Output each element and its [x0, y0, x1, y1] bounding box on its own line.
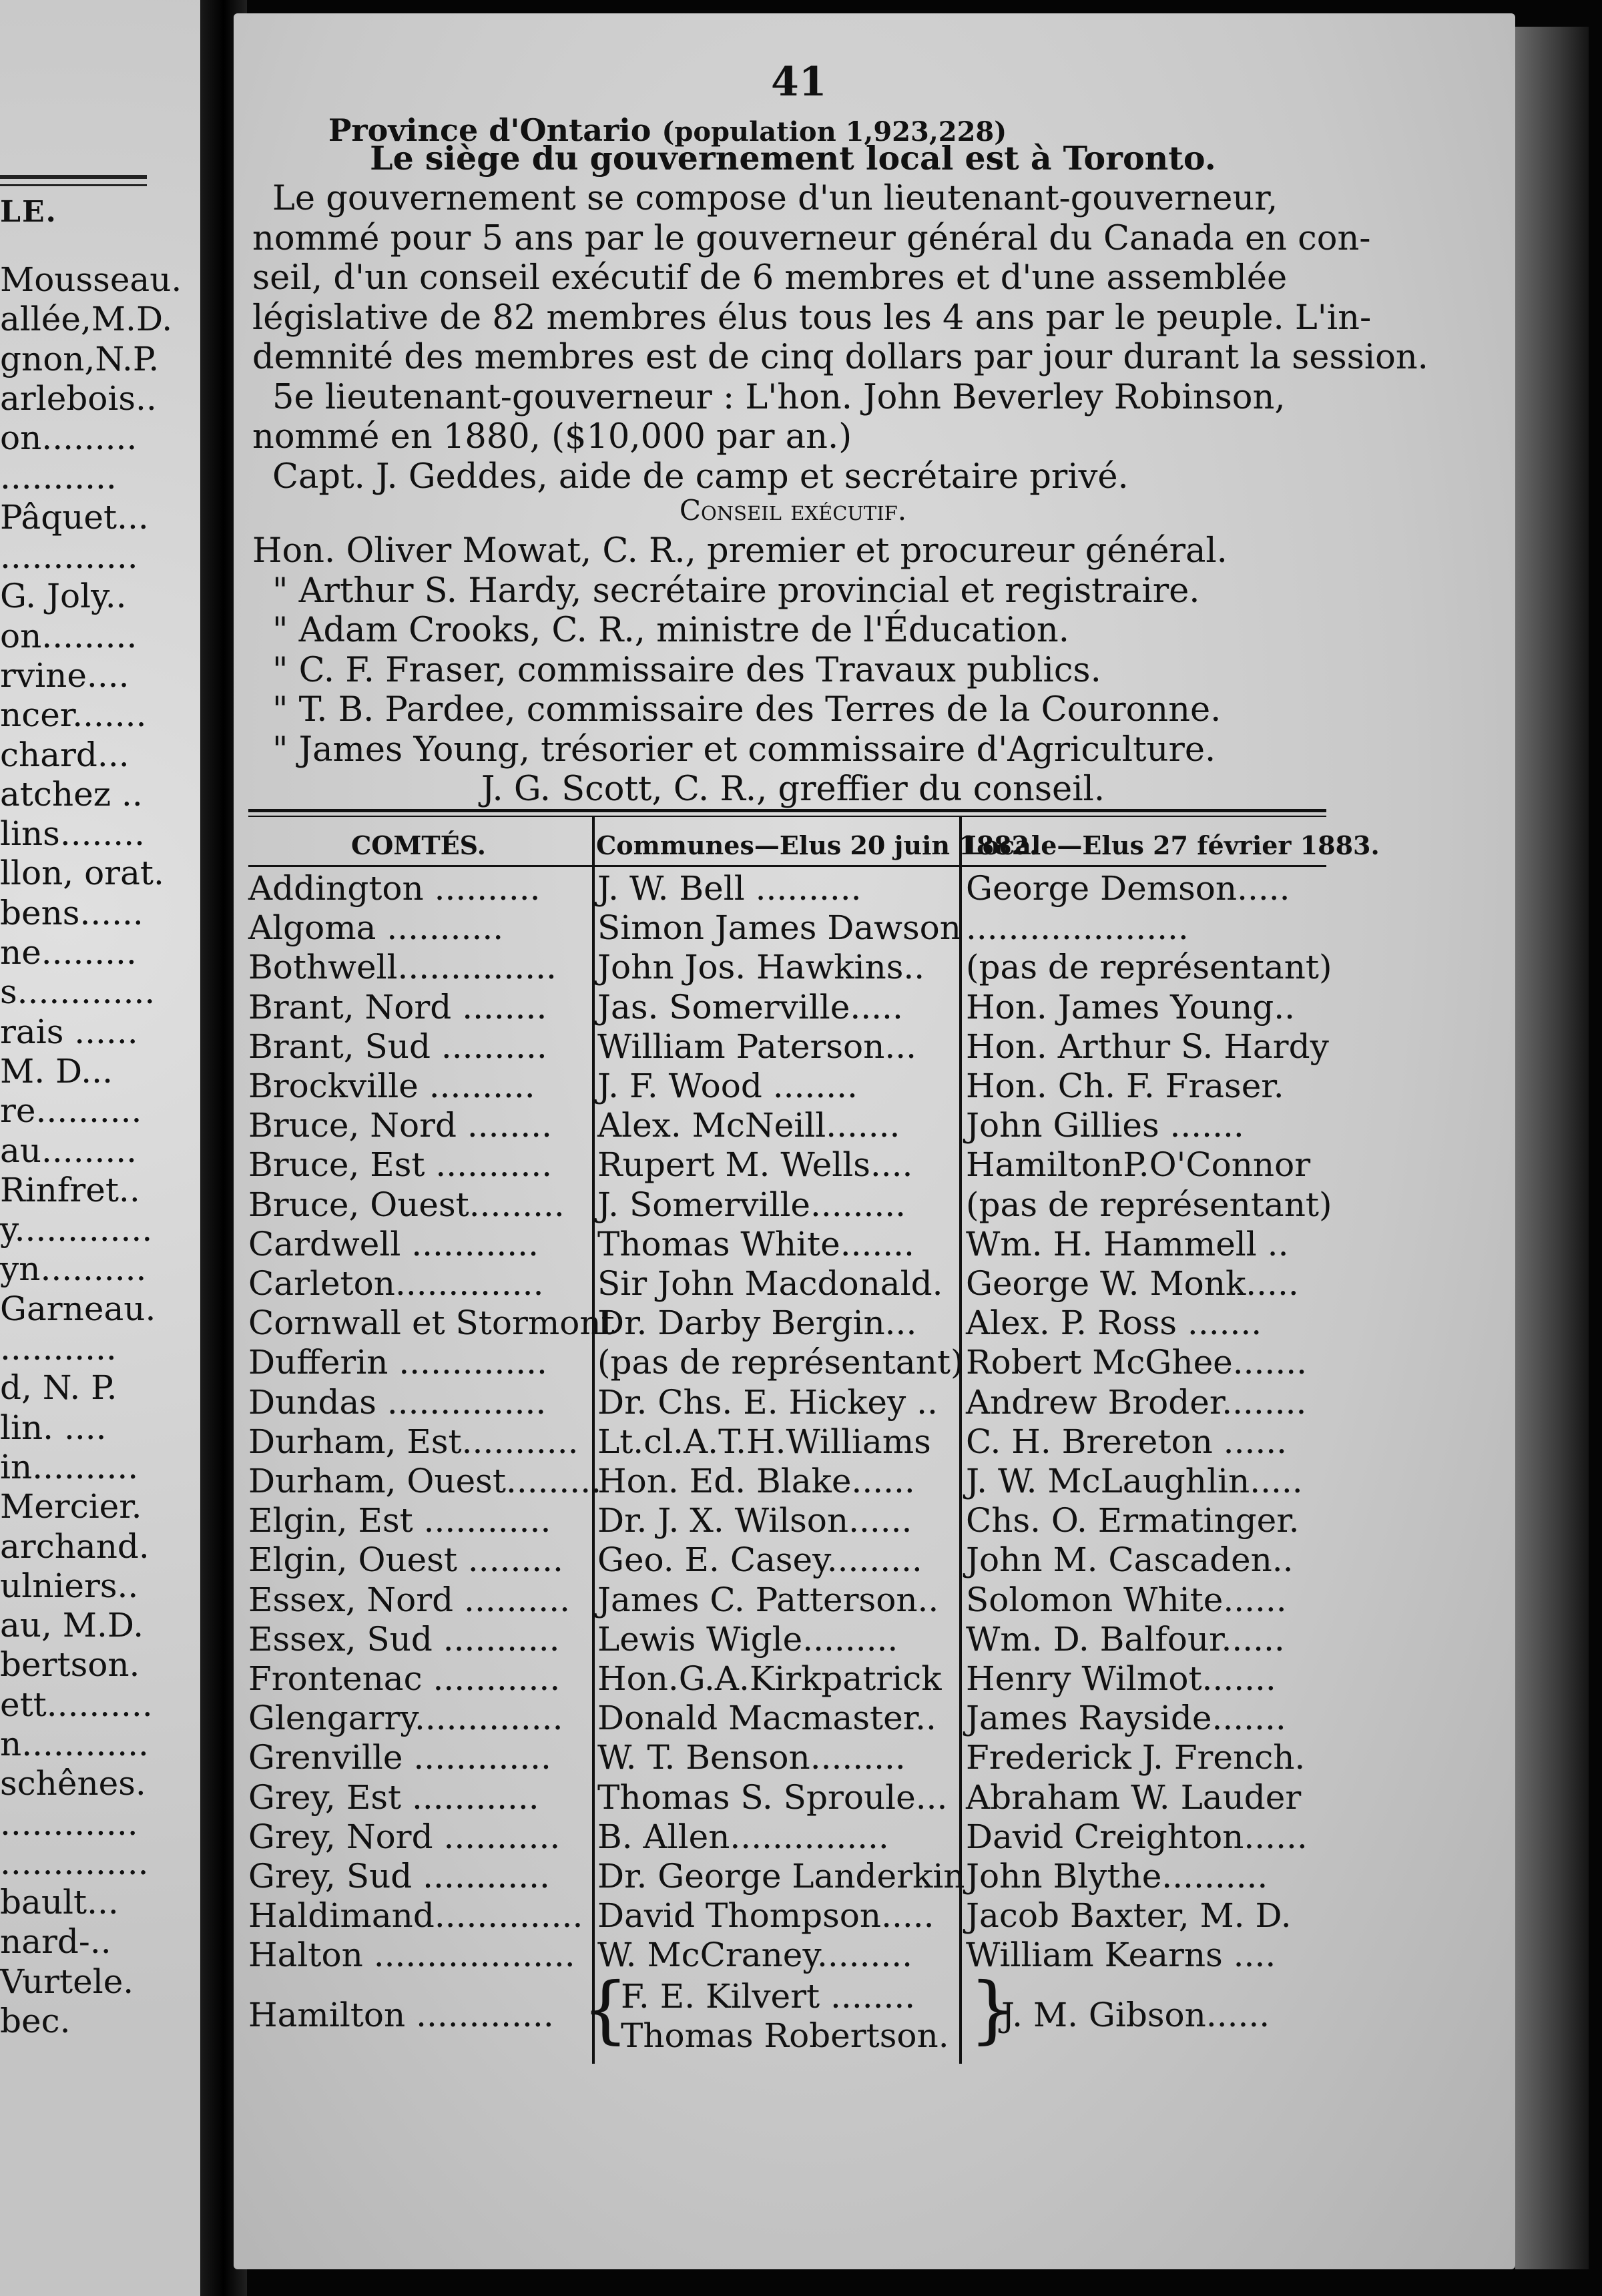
table-cell-county: Halton ...................	[248, 1936, 575, 1975]
table-cell-communes: Lt.cl.A.T.H.Williams	[597, 1422, 931, 1461]
council-member: " C. F. Fraser, commissaire des Travaux publics.	[272, 650, 1101, 690]
table-row	[0, 1225, 1335, 1264]
paragraph-line: seil, d'un conseil exécutif de 6 membres et d'une assemblée	[252, 258, 1288, 298]
table-cell-county: Grey, Nord ...........	[248, 1817, 561, 1856]
header-locale: Locale—Elus 27 février 1883.	[965, 830, 1380, 860]
brace-symbol: }	[969, 1966, 1016, 2052]
table-cell-locale: James Rayside.......	[966, 1699, 1286, 1738]
table-cell-communes: David Thompson.....	[597, 1896, 934, 1936]
left-page-line: in..........	[0, 1447, 139, 1486]
table-row	[0, 1106, 1335, 1145]
table-cell-locale: Hon. Ch. F. Fraser.	[966, 1067, 1284, 1105]
left-page-line: au, M.D.	[0, 1606, 144, 1645]
left-page-line: Mercier.	[0, 1487, 142, 1526]
table-cell-locale: J. W. McLaughlin.....	[966, 1462, 1303, 1500]
table-cell-communes: W. McCraney.........	[597, 1936, 913, 1975]
table-cell-locale: John Blythe..........	[966, 1857, 1268, 1896]
left-page-line: ...........	[0, 458, 117, 497]
table-cell-communes: Alex. McNeill.......	[597, 1106, 900, 1145]
table-row	[0, 1264, 1335, 1304]
table-cell-locale: Jacob Baxter, M. D.	[966, 1896, 1292, 1936]
table-cell-county: Bruce, Ouest.........	[248, 1185, 565, 1224]
left-page-line: yn..........	[0, 1249, 147, 1289]
table-top-rule	[248, 816, 1326, 817]
left-page-line: llon, orat.	[0, 854, 164, 893]
left-page-line: s.............	[0, 972, 156, 1012]
table-row	[0, 908, 1335, 948]
table-row	[0, 1778, 1335, 1817]
header-communes: Communes—Elus 20 juin 1882.	[596, 830, 1039, 860]
table-cell-communes: Thomas Robertson.	[621, 2016, 949, 2055]
table-cell-locale: Abraham W. Lauder	[966, 1777, 1302, 1817]
left-page-line: bens......	[0, 893, 144, 932]
left-page-line: schênes.	[0, 1764, 146, 1803]
table-row	[0, 1936, 1335, 1975]
left-page-line: chard...	[0, 735, 129, 774]
table-cell-locale: Chs. O. Ermatinger.	[966, 1501, 1300, 1540]
left-page-line: lins........	[0, 814, 145, 854]
table-cell-locale: George Demson.....	[966, 869, 1290, 908]
table-row	[0, 1581, 1335, 1620]
table-cell-communes: Rupert M. Wells....	[597, 1145, 913, 1185]
table-cell-county: Essex, Sud ...........	[248, 1619, 560, 1659]
table-cell-locale: John M. Cascaden..	[966, 1540, 1294, 1580]
table-cell-communes: J. F. Wood ........	[597, 1067, 858, 1105]
table-cell-communes: William Paterson...	[597, 1027, 917, 1066]
page-number: 41	[771, 59, 827, 105]
brace-symbol: {	[582, 1966, 629, 2052]
table-row	[0, 1383, 1335, 1422]
table-row	[0, 1027, 1335, 1067]
left-page-line: .............	[0, 1803, 138, 1843]
paragraph-line: législative de 82 membres élus tous les 4 ans par le peuple. L'in-	[252, 298, 1372, 338]
table-cell-communes: Geo. E. Casey.........	[597, 1540, 922, 1580]
table-row	[0, 1857, 1335, 1896]
left-page-line: on.........	[0, 418, 138, 458]
header-counties: COMTÉS.	[351, 830, 486, 860]
council-members	[252, 531, 1334, 810]
left-page-line: au.........	[0, 1131, 138, 1170]
table-cell-communes: Dr. Darby Bergin...	[597, 1304, 917, 1343]
province-name: Province d'Ontario	[328, 112, 651, 148]
table-cell-locale: Wm. D. Balfour......	[966, 1619, 1285, 1659]
seat-of-government: Le siège du gouvernement local est à Toronto.	[370, 139, 1216, 178]
table-cell-communes: Hon. Ed. Blake......	[597, 1462, 915, 1500]
left-page-line: d, N. P.	[0, 1368, 117, 1408]
table-cell-locale: (pas de représentant)	[966, 948, 1332, 987]
left-page-line: bec.	[0, 2002, 71, 2041]
table-cell-locale: Robert McGhee.......	[966, 1343, 1308, 1382]
left-page-line: rais ......	[0, 1012, 138, 1051]
council-member: " Adam Crooks, C. R., ministre de l'Éducation.	[272, 611, 1069, 650]
table-cell-locale: Alex. P. Ross .......	[966, 1304, 1262, 1343]
table-cell-county: Cornwall et Stormont	[248, 1304, 615, 1343]
left-page-line: bertson.	[0, 1645, 140, 1685]
table-cell-county: Frontenac ............	[248, 1659, 561, 1698]
left-page-rule	[0, 175, 147, 179]
table-row	[0, 1699, 1335, 1738]
table-cell-county: Haldimand..............	[248, 1896, 583, 1936]
left-page-line: .............	[0, 537, 138, 577]
left-page-line: ncer.......	[0, 695, 147, 735]
province-population: (population 1,923,228)	[661, 116, 1007, 148]
table-cell-county: Glengarry..............	[248, 1699, 563, 1738]
table-cell-county: Grey, Est ............	[248, 1777, 539, 1817]
council-member: " T. B. Pardee, commissaire des Terres de la Couronne.	[272, 690, 1222, 730]
table-cell-communes: John Jos. Hawkins..	[597, 948, 925, 987]
table-row	[0, 1343, 1335, 1382]
paragraph-line: nommé pour 5 ans par le gouverneur général du Canada en con-	[252, 218, 1371, 258]
table-cell-communes: F. E. Kilvert ........	[621, 1977, 916, 2016]
table-cell-locale: Frederick J. French.	[966, 1738, 1306, 1777]
table-cell-locale: .....................	[966, 908, 1189, 948]
table-row	[0, 1145, 1335, 1185]
table-row	[0, 1738, 1335, 1777]
table-cell-locale: William Kearns ....	[966, 1936, 1276, 1975]
paragraph-line: Le gouvernement se compose d'un lieutenant-gouverneur,	[272, 179, 1278, 218]
table-cell-communes: Hon.G.A.Kirkpatrick	[597, 1659, 942, 1698]
table-cell-locale: C. H. Brereton ......	[966, 1422, 1288, 1461]
table-cell-county: Bruce, Est ...........	[248, 1145, 553, 1185]
left-page-rule	[0, 184, 147, 186]
table-cell-locale: J. M. Gibson......	[1001, 1996, 1270, 2034]
table-row	[0, 1304, 1335, 1343]
table-row	[0, 1422, 1335, 1462]
left-page-line: y.............	[0, 1210, 153, 1249]
table-row	[0, 1501, 1335, 1540]
left-page-line: on.........	[0, 616, 138, 655]
table-cell-communes: Simon James Dawson	[597, 908, 961, 948]
table-row	[0, 1462, 1335, 1501]
council-heading: Conseil exécutif.	[679, 494, 907, 527]
table-cell-locale: George W. Monk.....	[966, 1264, 1299, 1303]
left-page-line: ..............	[0, 1843, 149, 1882]
table-cell-communes: B. Allen...............	[597, 1817, 889, 1856]
left-page-line: Mousseau.	[0, 260, 182, 299]
table-cell-county: Brockville ..........	[248, 1067, 535, 1105]
table-cell-communes: Dr. J. X. Wilson......	[597, 1501, 912, 1540]
left-page-line: nard-..	[0, 1922, 111, 1962]
lieutenant-governor: 5e lieutenant-gouverneur : L'hon. John Beverley Robinson,	[272, 377, 1286, 417]
table-cell-county: Elgin, Est ............	[248, 1501, 551, 1540]
table-cell-county: Durham, Ouest.........	[248, 1462, 601, 1500]
table-row	[0, 988, 1335, 1027]
table-cell-county: Dufferin ..............	[248, 1343, 547, 1382]
left-page-line: Garneau.	[0, 1289, 156, 1328]
table-row	[0, 1067, 1335, 1106]
left-page-line: bault...	[0, 1883, 119, 1922]
table-cell-locale: Henry Wilmot.......	[966, 1659, 1276, 1698]
table-cell-county: Addington ..........	[248, 869, 541, 908]
table-cell-county: Brant, Sud ..........	[248, 1027, 547, 1066]
left-page-line: ulniers..	[0, 1566, 139, 1605]
left-page-line: Rinfret..	[0, 1170, 140, 1209]
table-cell-locale: Solomon White......	[966, 1580, 1287, 1619]
table-cell-locale: Wm. H. Hammell ..	[966, 1224, 1289, 1263]
left-page-line: allée,M.D.	[0, 300, 173, 339]
table-cell-county: Carleton..............	[248, 1264, 544, 1303]
table-cell-county: Algoma ...........	[248, 908, 504, 948]
left-page-line: rvine....	[0, 655, 129, 695]
council-clerk: J. G. Scott, C. R., greffier du conseil.	[481, 770, 1105, 809]
table-cell-county: Elgin, Ouest .........	[248, 1540, 563, 1580]
table-cell-communes: Thomas White.......	[597, 1224, 914, 1263]
table-cell-locale: Andrew Broder........	[966, 1382, 1307, 1422]
table-cell-communes: Sir John Macdonald.	[597, 1264, 943, 1303]
aide-de-camp: Capt. J. Geddes, aide de camp et secrétaire privé.	[272, 457, 1129, 497]
table-cell-county: Essex, Nord ..........	[248, 1580, 570, 1619]
left-page-line: ne.........	[0, 933, 137, 972]
table-cell-communes: Dr. Chs. E. Hickey ..	[597, 1382, 938, 1422]
table-cell-county: Grey, Sud ............	[248, 1857, 550, 1896]
table-header-rule	[248, 865, 1326, 867]
page-edge-shadow	[1515, 27, 1589, 2269]
table-cell-locale: John Gillies .......	[966, 1106, 1244, 1145]
left-page-line: G. Joly..	[0, 577, 127, 616]
left-page-line: n............	[0, 1724, 149, 1763]
table-cell-communes: Jas. Somerville.....	[597, 987, 903, 1027]
left-page-heading: LE.	[0, 195, 57, 229]
table-cell-locale: David Creighton......	[966, 1817, 1308, 1856]
table-row	[0, 948, 1335, 987]
left-page-line: archand.	[0, 1526, 150, 1566]
lieutenant-appointment: nommé en 1880, ($10,000 par an.)	[252, 417, 852, 457]
table-cell-locale: HamiltonP.O'Connor	[966, 1145, 1311, 1185]
table-row	[0, 1620, 1335, 1659]
table-cell-county: Cardwell ............	[248, 1224, 539, 1263]
table-cell-county: Grenville .............	[248, 1738, 551, 1777]
table-cell-communes: James C. Patterson..	[597, 1580, 939, 1619]
left-page-line: arlebois..	[0, 378, 157, 418]
table-cell-locale: (pas de représentant)	[966, 1185, 1332, 1224]
table-row	[0, 1896, 1335, 1936]
table-cell-communes: J. Somerville.........	[597, 1185, 906, 1224]
left-page-line: ett..........	[0, 1685, 153, 1724]
paragraph-line: demnité des membres est de cinq dollars par jour durant la session.	[252, 338, 1428, 377]
table-cell-county: Brant, Nord ........	[248, 987, 547, 1027]
left-page-line: re..........	[0, 1091, 142, 1131]
table-cell-communes: J. W. Bell ..........	[597, 869, 862, 908]
table-row	[0, 1817, 1335, 1857]
table-cell-county: Bothwell...............	[248, 948, 557, 987]
table-cell-communes: Thomas S. Sproule...	[597, 1777, 948, 1817]
table-row	[0, 1540, 1335, 1580]
table-cell-county: Bruce, Nord ........	[248, 1106, 553, 1145]
table-cell-locale: Hon. Arthur S. Hardy	[966, 1027, 1329, 1066]
council-member: Hon. Oliver Mowat, C. R., premier et procureur général.	[252, 531, 1228, 571]
table-cell-communes: Dr. George Landerkin	[597, 1857, 965, 1896]
table-cell-communes: Donald Macmaster..	[597, 1699, 937, 1738]
table-row	[0, 1185, 1335, 1225]
council-member: " James Young, trésorier et commissaire d'Agriculture.	[272, 730, 1216, 770]
council-member: " Arthur S. Hardy, secrétaire provincial et registraire.	[272, 571, 1200, 611]
left-page-line: Pâquet...	[0, 497, 149, 537]
left-page-line: gnon,N.P.	[0, 339, 160, 378]
table-cell-county: Hamilton .............	[248, 1996, 554, 2034]
table-cell-communes: (pas de représentant)	[597, 1343, 964, 1382]
table-row	[0, 1659, 1335, 1699]
table-row	[0, 869, 1335, 908]
table-cell-communes: Lewis Wigle.........	[597, 1619, 898, 1659]
table-cell-locale: Hon. James Young..	[966, 987, 1296, 1027]
left-page-line: ...........	[0, 1329, 117, 1368]
left-page-line: lin. ....	[0, 1408, 107, 1447]
table-cell-county: Durham, Est...........	[248, 1422, 579, 1461]
left-page-line: M. D...	[0, 1051, 113, 1091]
table-cell-communes: W. T. Benson.........	[597, 1738, 906, 1777]
intro-paragraph	[252, 179, 1428, 497]
table-top-rule	[248, 809, 1326, 812]
left-page-line: atchez ..	[0, 774, 143, 814]
table-cell-county: Dundas ...............	[248, 1382, 547, 1422]
left-page-line: Vurtele.	[0, 1962, 134, 2001]
